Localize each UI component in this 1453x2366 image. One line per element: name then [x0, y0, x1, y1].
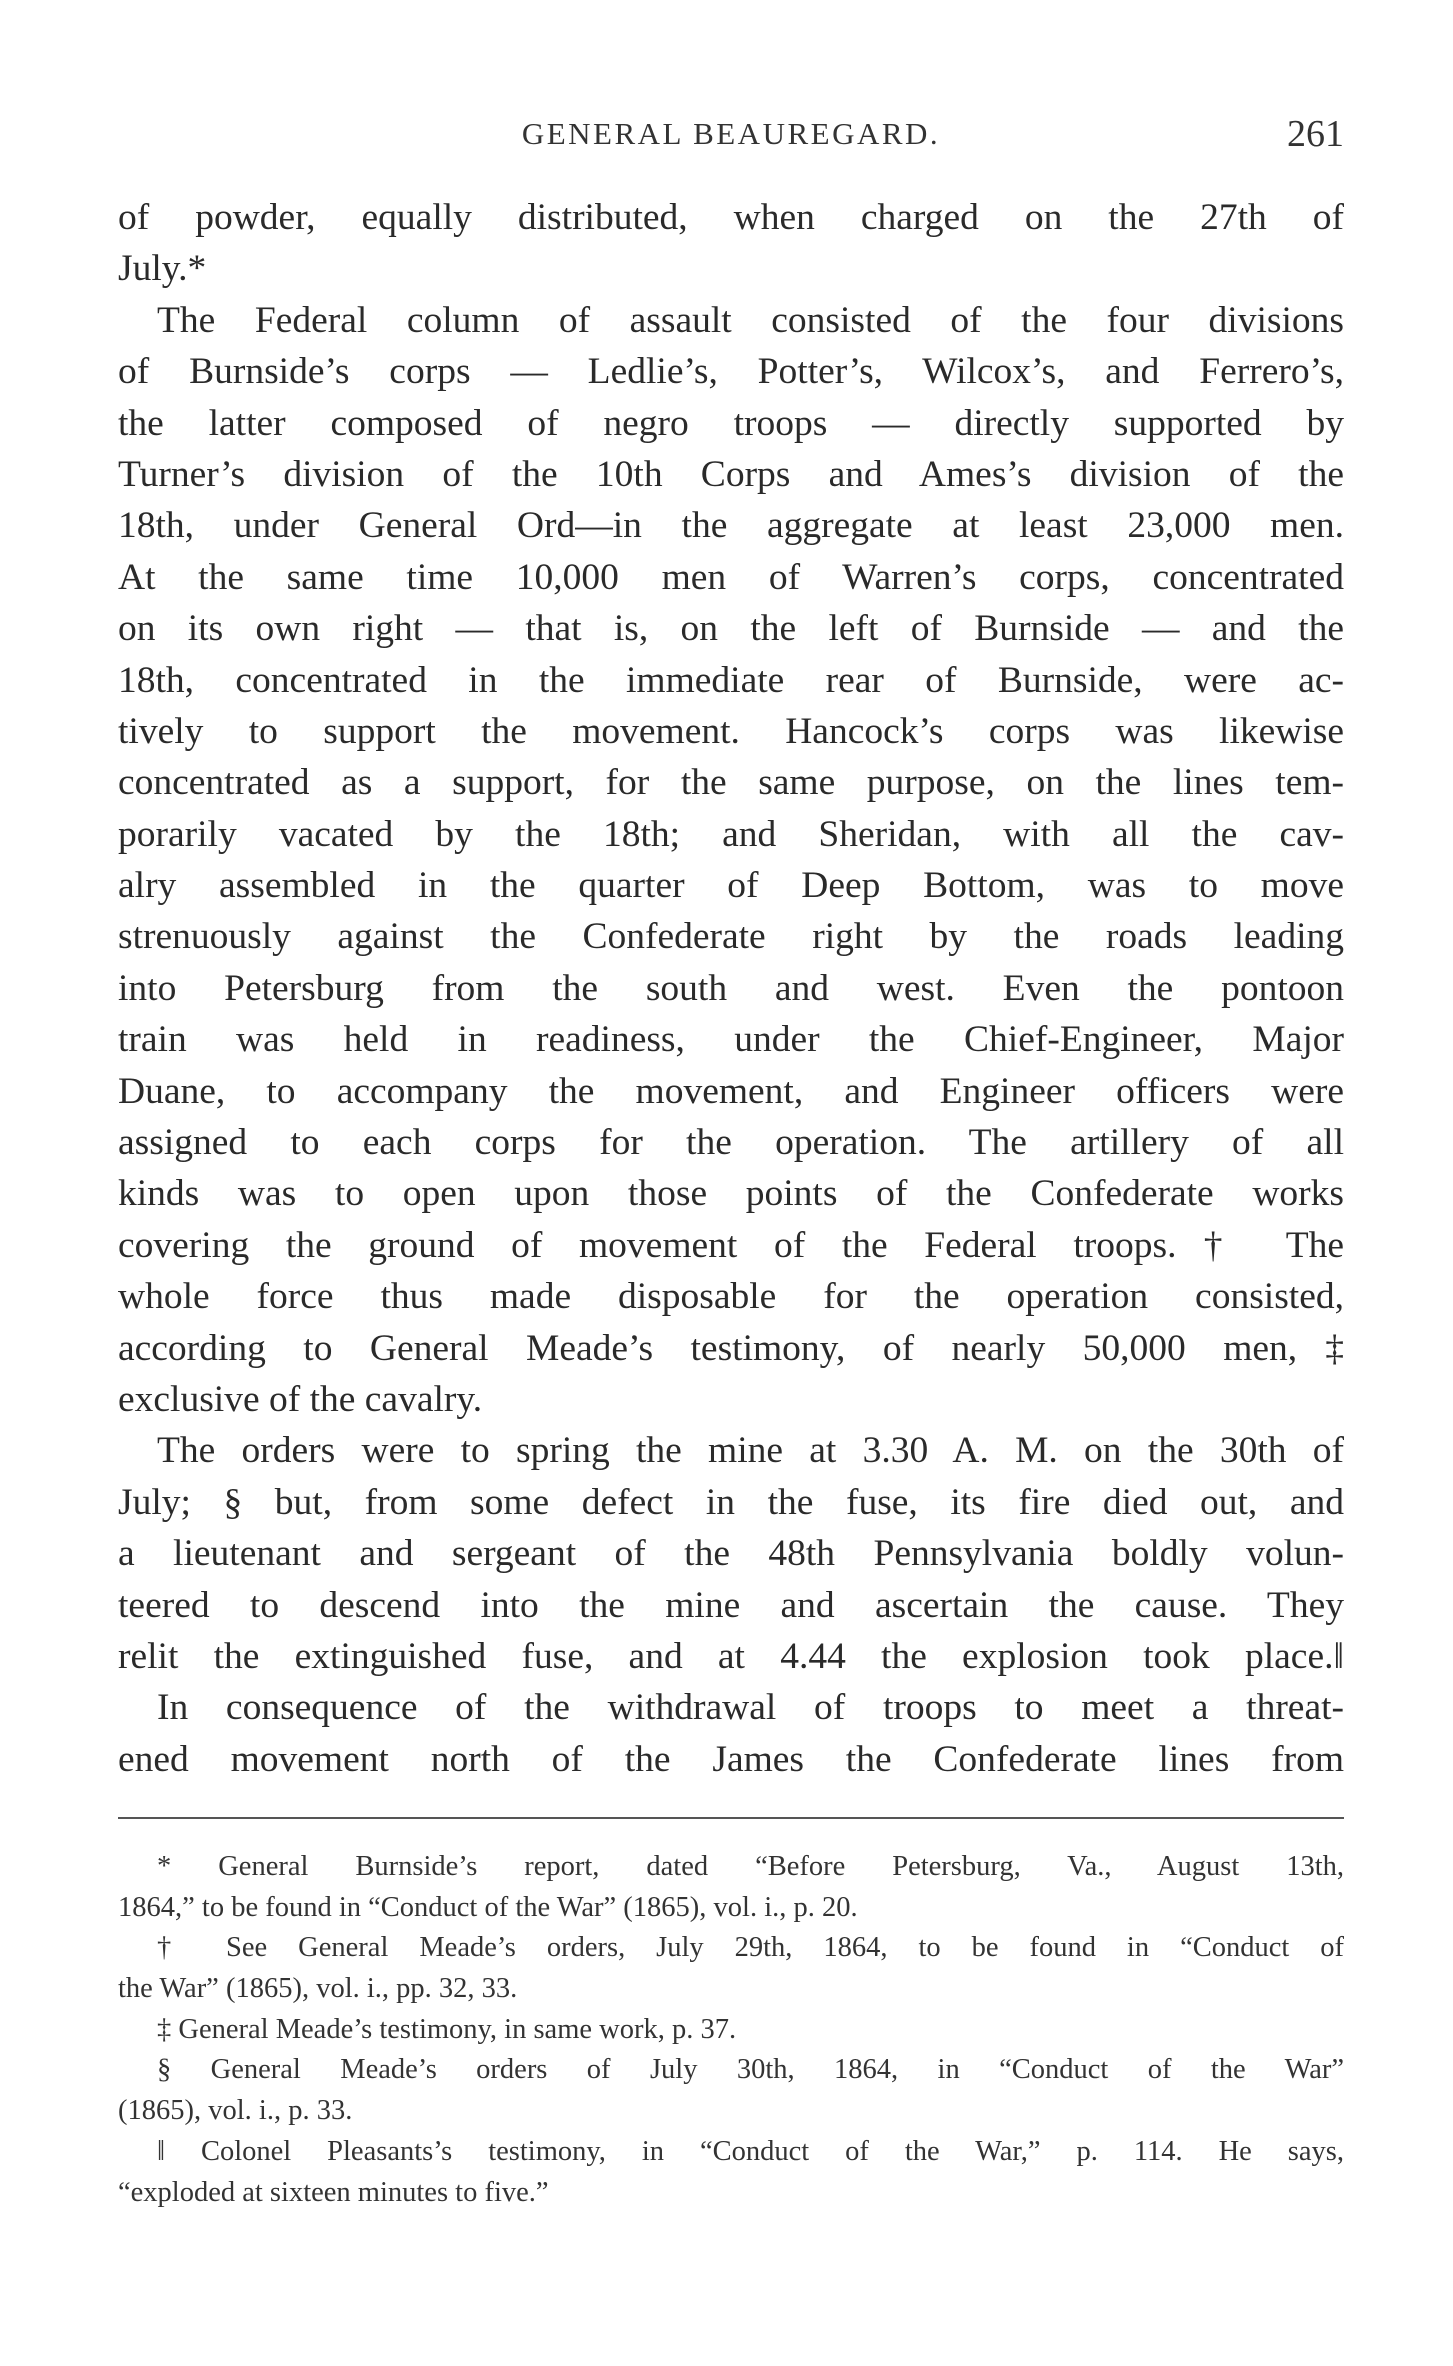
body-line: train was held in readiness, under the Chief-Engineer, Major	[118, 1019, 1344, 1061]
body-line: exclusive of the cavalry.	[118, 1378, 483, 1420]
body-line: concentrated as a support, for the same purpose, on the lines tem-	[118, 762, 1344, 804]
body-line: 18th, under General Ord—in the aggregate at least 23,000 men.	[118, 505, 1344, 547]
body-line: covering the ground of movement of the Federal troops.† The	[118, 1224, 1344, 1266]
body-line: The orders were to spring the mine at 3.30 A. M. on the 30th of	[157, 1430, 1344, 1472]
body-line: ened movement north of the James the Confederate lines from	[118, 1738, 1344, 1780]
body-line: of powder, equally distributed, when charged on the 27th of	[118, 197, 1344, 238]
body-line: alry assembled in the quarter of Deep Bottom, was to move	[118, 865, 1344, 907]
body-line: teered to descend into the mine and ascertain the cause. They	[118, 1584, 1344, 1626]
footnote-line: * General Burnside’s report, dated “Before Petersburg, Va., August 13th,	[157, 1851, 1344, 1882]
body-line: porarily vacated by the 18th; and Sheridan, with all the cav-	[118, 813, 1344, 855]
footnote-line: ‖ Colonel Pleasants’s testimony, in “Conduct of the War,” p. 114. He says,	[157, 2135, 1344, 2167]
footnotes	[118, 1847, 1344, 2213]
footnote-line: “exploded at sixteen minutes to five.”	[118, 2176, 549, 2208]
running-head	[118, 108, 1344, 160]
body-line: In consequence of the withdrawal of troops to meet a threat-	[157, 1687, 1344, 1729]
body-line: of Burnside’s corps — Ledlie’s, Potter’s, Wilcox’s, and Ferrero’s,	[118, 351, 1344, 393]
body-text	[118, 192, 1344, 1785]
footnote-line: the War” (1865), vol. i., pp. 32, 33.	[118, 1973, 518, 2005]
body-line: whole force thus made disposable for the operation consisted,	[118, 1276, 1344, 1318]
body-line: Duane, to accompany the movement, and Engineer officers were	[118, 1070, 1344, 1112]
body-line: on its own right — that is, on the left of Burnside — and the	[118, 608, 1344, 650]
running-title: GENERAL BEAUREGARD.	[521, 116, 941, 151]
body-line: the latter composed of negro troops — directly supported by	[118, 402, 1344, 444]
footnote-rule	[118, 1817, 1344, 1819]
body-line: 18th, concentrated in the immediate rear of Burnside, were ac-	[118, 659, 1344, 701]
body-line: kinds was to open upon those points of the Confederate works	[118, 1173, 1344, 1215]
footnote-line: ‡ General Meade’s testimony, in same work, p. 37.	[157, 2013, 737, 2045]
footnote-line: § General Meade’s orders of July 30th, 1864, in “Conduct of the War”	[157, 2054, 1344, 2086]
body-line: tively to support the movement. Hancock’s corps was likewise	[118, 710, 1344, 752]
footnote-line: 1864,” to be found in “Conduct of the War” (1865), vol. i., p. 20.	[118, 1891, 858, 1923]
footnote-line: † See General Meade’s orders, July 29th, 1864, to be found in “Conduct of	[157, 1932, 1344, 1964]
body-line: strenuously against the Confederate right by the roads leading	[118, 916, 1344, 958]
page-number: 261	[1287, 113, 1344, 155]
body-line: a lieutenant and sergeant of the 48th Pennsylvania boldly volun-	[118, 1533, 1344, 1575]
body-line: July.*	[118, 248, 207, 290]
body-line: assigned to each corps for the operation. The artillery of all	[118, 1122, 1344, 1164]
body-line: The Federal column of assault consisted of the four divisions	[157, 299, 1344, 341]
body-line: relit the extinguished fuse, and at 4.44 the explosion took place.‖	[118, 1635, 1344, 1677]
body-line: July; § but, from some defect in the fuse, its fire died out, and	[118, 1481, 1344, 1523]
footnote-line: (1865), vol. i., p. 33.	[118, 2095, 353, 2127]
body-line: into Petersburg from the south and west. Even the pontoon	[118, 967, 1344, 1009]
body-line: At the same time 10,000 men of Warren’s corps, concentrated	[118, 556, 1344, 598]
body-line: Turner’s division of the 10th Corps and Ames’s division of the	[118, 453, 1344, 495]
body-line: according to General Meade’s testimony, of nearly 50,000 men,‡	[118, 1327, 1344, 1369]
